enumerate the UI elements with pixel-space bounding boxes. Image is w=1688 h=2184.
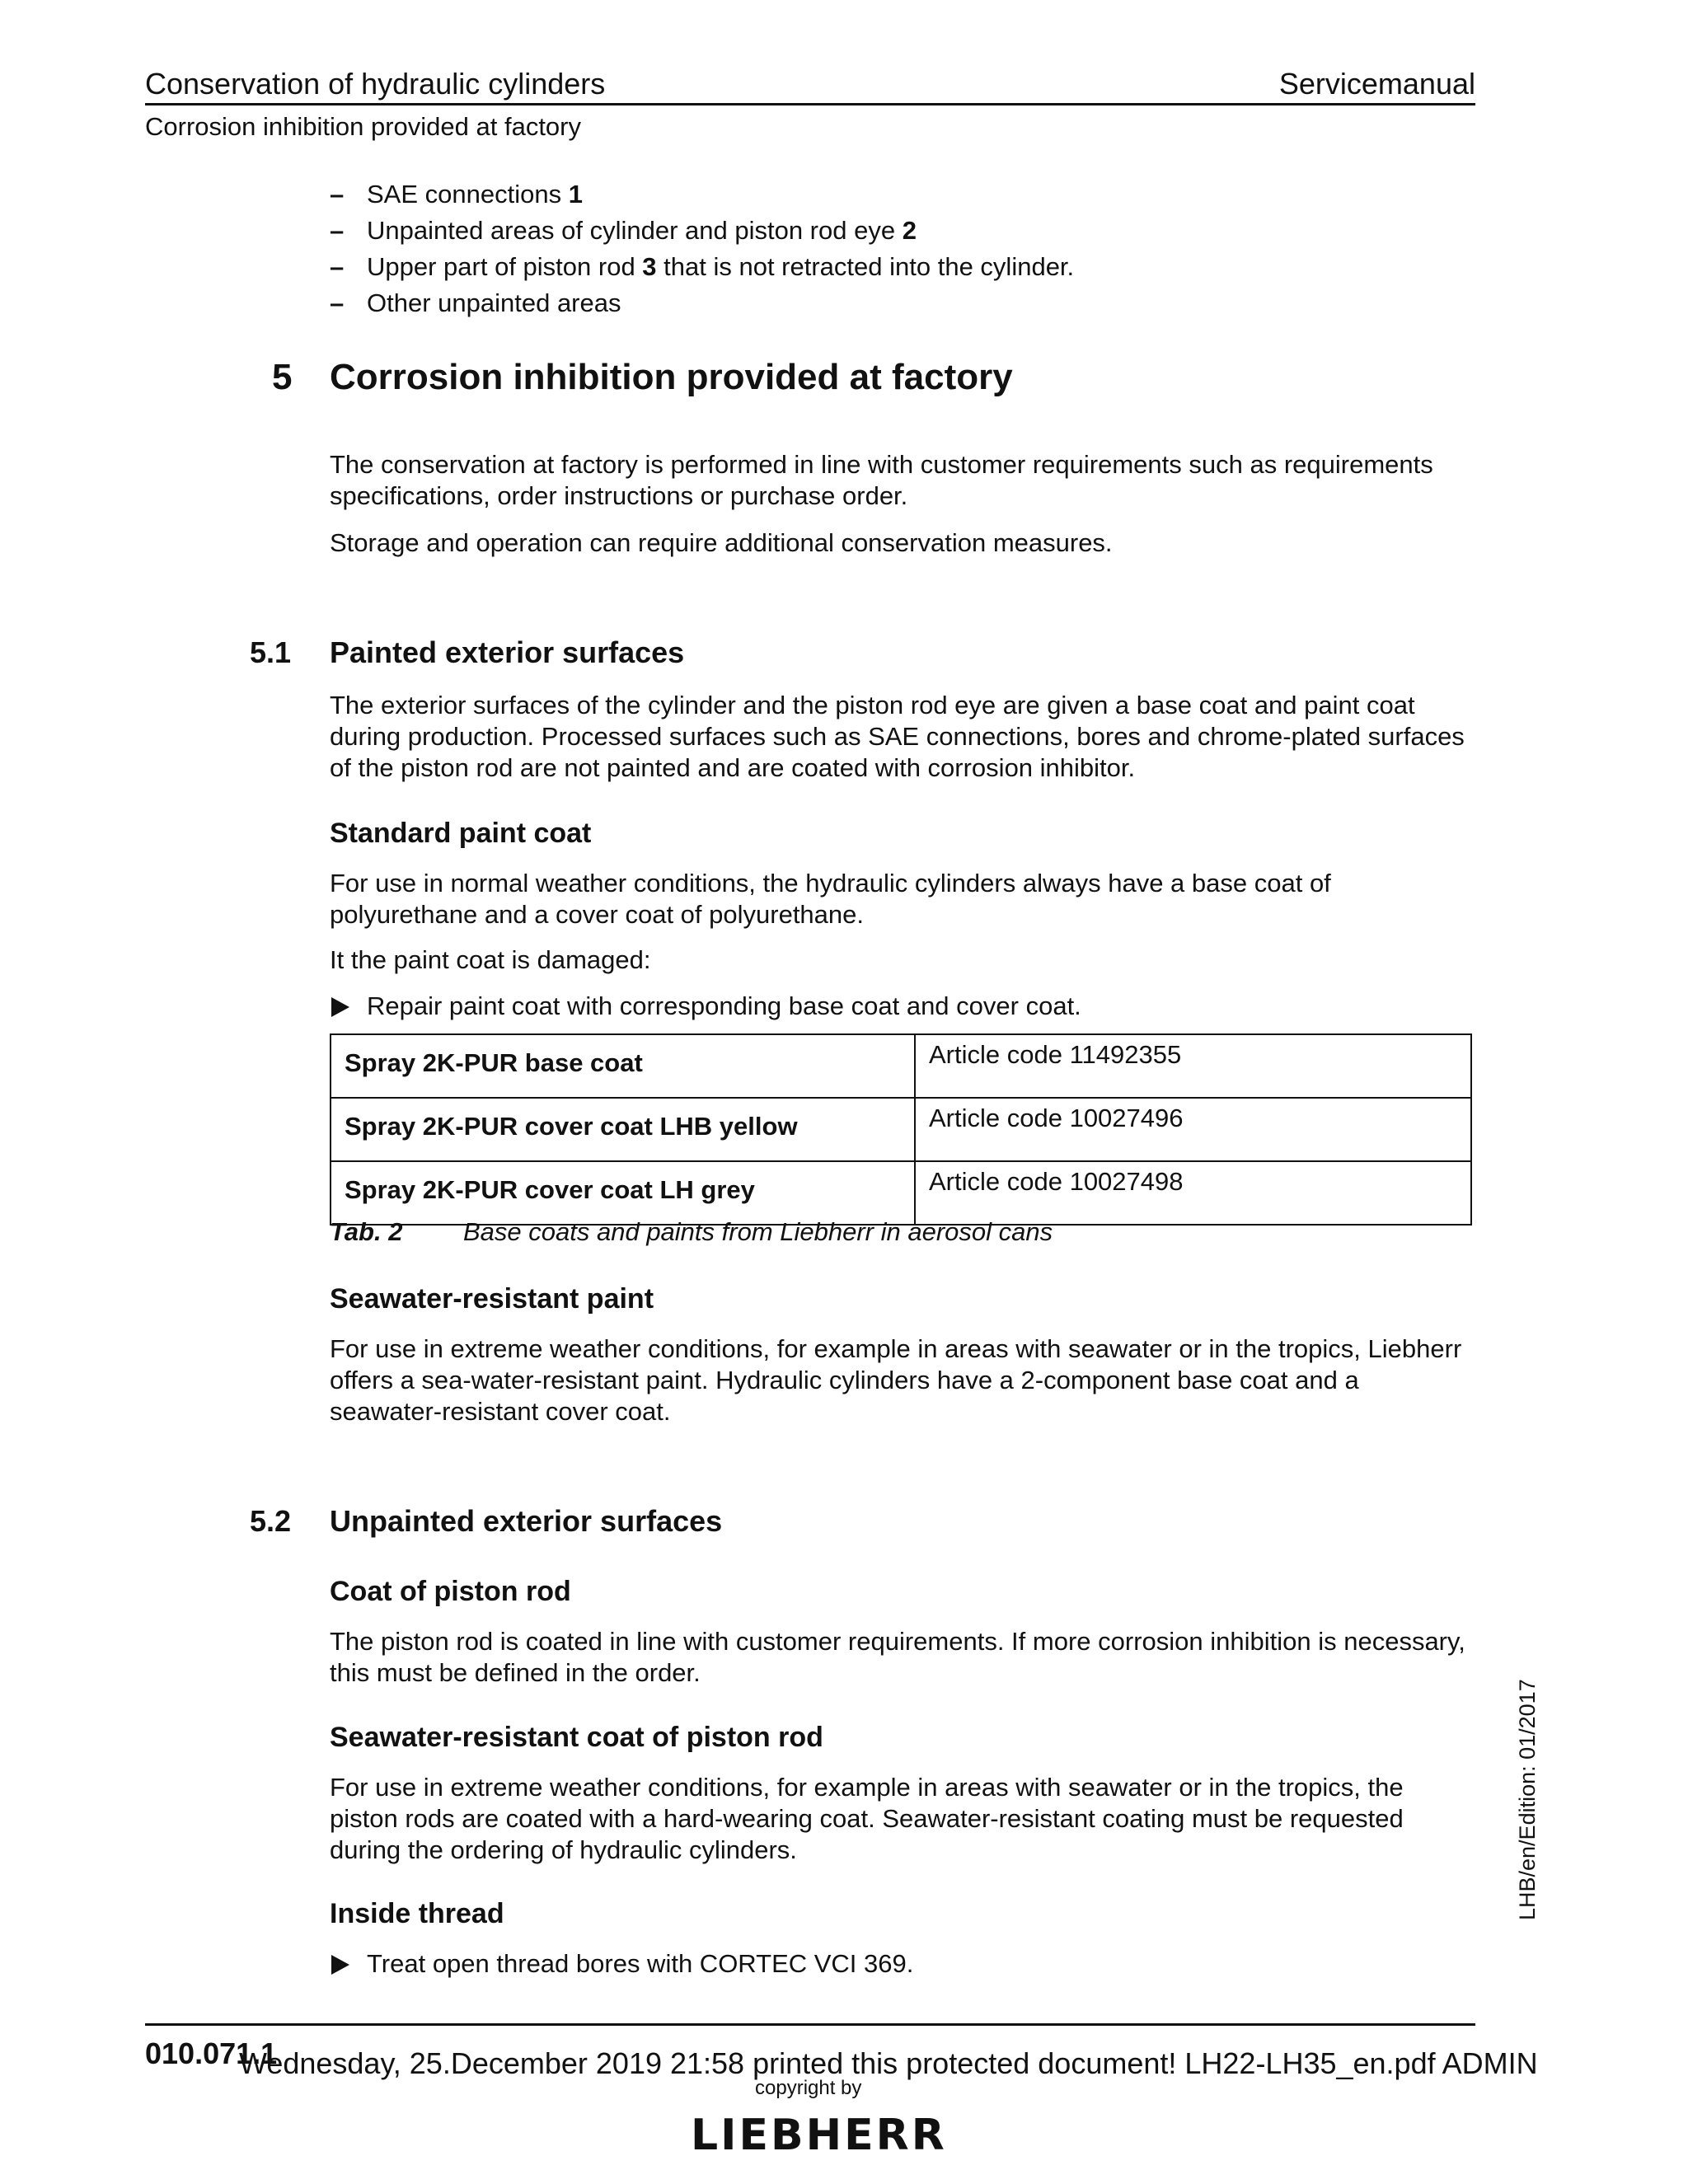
table-cell-name: Spray 2K-PUR cover coat LH grey bbox=[331, 1161, 915, 1225]
header-right-label: Servicemanual bbox=[1278, 67, 1475, 101]
intro-list bbox=[330, 176, 1074, 321]
footer-copyright: copyright by bbox=[755, 2077, 862, 2099]
damaged-note: It the paint coat is damaged: bbox=[330, 945, 651, 974]
section-5-2-number: 5.2 bbox=[250, 1504, 292, 1538]
seawater-paint-heading: Seawater-resistant paint bbox=[330, 1283, 654, 1315]
table-row bbox=[331, 1161, 1471, 1225]
paint-table bbox=[330, 1033, 1472, 1226]
action-arrow-icon bbox=[331, 997, 349, 1017]
section-5-1-number: 5.1 bbox=[250, 635, 292, 669]
header-title: Conservation of hydraulic cylinders bbox=[145, 67, 606, 101]
sea-coat-heading: Seawater-resistant coat of piston rod bbox=[330, 1722, 823, 1753]
section-5-1-para: The exterior surfaces of the cylinder and the piston rod eye are given a base coat and paint coat during production. Processed surfaces such as SAE connections, bores and chrome-plated surfaces of the piston rod are not painted and are coated with corrosion inhibitor. bbox=[330, 691, 1465, 782]
table-cell-code: Article code 11492355 bbox=[915, 1034, 1471, 1098]
section-5-para-1: The conservation at factory is performed in line with customer requirements such as requirements specifications, order instructions or purchase order. bbox=[330, 450, 1433, 510]
inside-thread-heading: Inside thread bbox=[330, 1898, 504, 1929]
standard-paint-para: For use in normal weather conditions, the hydraulic cylinders always have a base coat of polyurethane and a cover coat of polyurethane. bbox=[330, 869, 1331, 929]
table-cell-name: Spray 2K-PUR cover coat LHB yellow bbox=[331, 1098, 915, 1161]
coat-heading: Coat of piston rod bbox=[330, 1576, 571, 1607]
section-5-1-title: Painted exterior surfaces bbox=[330, 635, 685, 669]
section-5-number: 5 bbox=[272, 357, 293, 397]
table-caption-label: Tab. 2 bbox=[330, 1217, 403, 1246]
list-item: – Unpainted areas of cylinder and piston rod eye 2 bbox=[330, 213, 1074, 249]
edition-side-text: LHB/en/Edition: 01/2017 bbox=[1515, 1679, 1540, 1920]
table-cell-code: Article code 10027496 bbox=[915, 1098, 1471, 1161]
thread-action: Treat open thread bores with CORTEC VCI 369. bbox=[330, 1948, 913, 1980]
list-item: – Other unpainted areas bbox=[330, 285, 1074, 321]
table-cell-name: Spray 2K-PUR base coat bbox=[331, 1034, 915, 1098]
header-rule bbox=[145, 103, 1475, 105]
list-item: – Upper part of piston rod 3 that is not retracted into the cylinder. bbox=[330, 249, 1074, 285]
footer-rule bbox=[145, 2023, 1475, 2026]
table-row bbox=[331, 1034, 1471, 1098]
footer-doc-code: 010.071.1 bbox=[145, 2036, 278, 2070]
footer-print-notice: Wednesday, 25.December 2019 21:58 printed this protected document! LH22-LH35_en.pdf ADMIN bbox=[239, 2046, 1538, 2080]
repair-action: Repair paint coat with corresponding base coat and cover coat. bbox=[330, 991, 1081, 1022]
sea-coat-para: For use in extreme weather conditions, for example in areas with seawater or in the tropics, the piston rods are coated with a hard-wearing coat. Seawater-resistant coating must be requested during the ordering of hydraulic cylinders. bbox=[330, 1773, 1404, 1864]
liebherr-logo: LIEBHERR bbox=[691, 2111, 947, 2160]
list-item: – SAE connections 1 bbox=[330, 176, 1074, 213]
action-arrow-icon bbox=[331, 1955, 349, 1975]
section-5-para-2: Storage and operation can require additional conservation measures. bbox=[330, 528, 1113, 557]
coat-para: The piston rod is coated in line with customer requirements. If more corrosion inhibition is necessary, this must be defined in the order. bbox=[330, 1627, 1465, 1687]
seawater-paint-para: For use in extreme weather conditions, for example in areas with seawater or in the tropics, Liebherr offers a sea-water-resistant paint. Hydraulic cylinders have a 2-component base coat and a seawater-resistant cover coat. bbox=[330, 1334, 1462, 1426]
table-cell-code: Article code 10027498 bbox=[915, 1161, 1471, 1225]
table-caption-text: Base coats and paints from Liebherr in aerosol cans bbox=[463, 1217, 1053, 1246]
section-5-2-title: Unpainted exterior surfaces bbox=[330, 1504, 723, 1538]
standard-paint-heading: Standard paint coat bbox=[330, 818, 592, 849]
section-5-title: Corrosion inhibition provided at factory bbox=[330, 357, 1013, 397]
table-row bbox=[331, 1098, 1471, 1161]
header-subtitle: Corrosion inhibition provided at factory bbox=[145, 112, 581, 141]
